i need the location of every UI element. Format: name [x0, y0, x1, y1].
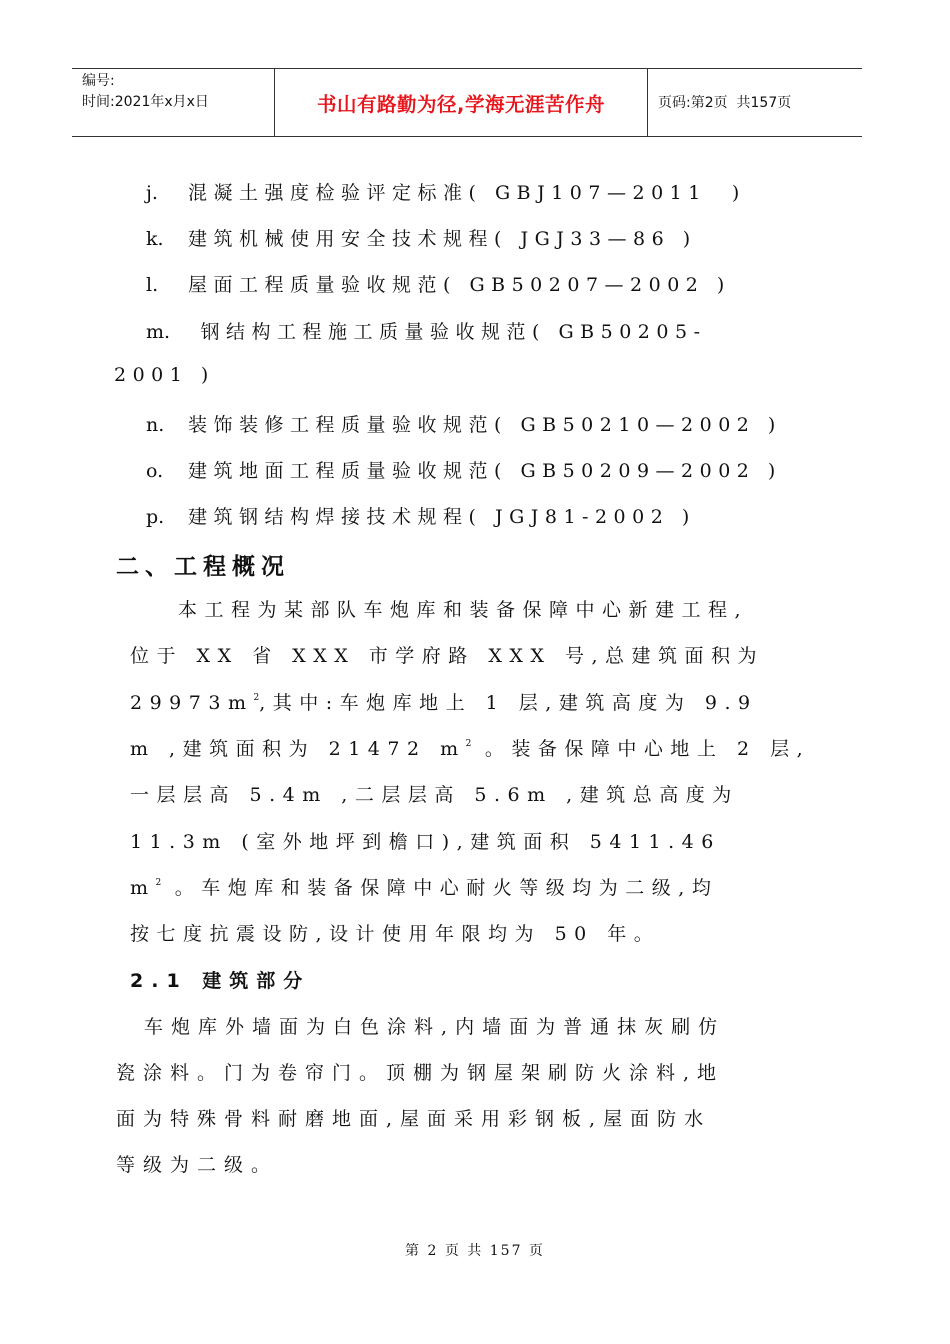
reference-continuation: 2001 ) — [114, 364, 215, 386]
header-page-info: 页码:第2页 共157页 — [658, 95, 792, 111]
superscript: 2 — [253, 693, 260, 703]
reference-text: 建筑钢结构焊接技术规程( JGJ81-2002 ) — [188, 506, 696, 528]
reference-item — [146, 410, 782, 437]
paragraph-line: 位于 XX 省 XXX 市学府路 XXX 号,总建筑面积为 — [130, 645, 764, 667]
superscript: 2 — [465, 739, 472, 749]
paragraph-line: 等级为二级。 — [116, 1154, 279, 1176]
reference-label: m. — [146, 321, 171, 343]
reference-label: l. — [146, 274, 159, 296]
header-meta — [82, 71, 209, 113]
paragraph-text: m — [130, 877, 156, 899]
reference-label: j. — [146, 182, 158, 204]
reference-text: 屋面工程质量验收规范( GB50207—2002 ) — [188, 274, 731, 296]
reference-item — [146, 224, 697, 251]
reference-label: o. — [146, 460, 164, 482]
reference-item — [146, 502, 696, 529]
reference-text: 建筑机械使用安全技术规程( JGJ33—86 ) — [188, 228, 697, 250]
paragraph-line: 11.3m (室外地坪到檐口),建筑面积 5411.46 — [130, 831, 721, 853]
paragraph-line: 按七度抗震设防,设计使用年限均为 50 年。 — [130, 923, 661, 945]
reference-item — [146, 317, 707, 344]
paragraph-line: 面为特殊骨料耐磨地面,屋面采用彩钢板,屋面防水 — [116, 1108, 712, 1130]
paragraph-line: 车炮库外墙面为白色涂料,内墙面为普通抹灰刷仿 — [130, 1016, 726, 1038]
reference-item — [146, 270, 731, 297]
reference-text: 钢结构工程施工质量验收规范( GB50205- — [188, 321, 707, 343]
reference-item — [146, 456, 782, 483]
reference-text: 装饰装修工程质量验收规范( GB50210—2002 ) — [188, 414, 782, 436]
paragraph-text: 。装备保障中心地上 2 层, — [471, 738, 811, 760]
page-footer: 第 2 页 共 157 页 — [405, 1243, 545, 1259]
time-label: 时间:2021年x月x日 — [82, 94, 209, 110]
paragraph-line: 本工程为某部队车炮库和装备保障中心新建工程, — [178, 599, 749, 621]
paragraph-line: 一层层高 5.4m ,二层层高 5.6m ,建筑总高度为 — [130, 784, 739, 806]
reference-label: p. — [146, 506, 165, 528]
reference-label: k. — [146, 228, 164, 250]
header-motto: 书山有路勤为径,学海无涯苦作舟 — [317, 92, 605, 116]
section-heading: 二、工程概况 — [116, 554, 290, 580]
area-value: 29973m — [130, 692, 254, 714]
subsection-heading: 2.1 建筑部分 — [130, 970, 311, 992]
reference-text: 混凝土强度检验评定标准( GBJ107—2011 ) — [188, 182, 746, 204]
page-header — [72, 68, 862, 137]
paragraph-text: m ,建筑面积为 21472 m — [130, 738, 466, 760]
paragraph-line — [130, 688, 758, 715]
reference-item — [146, 178, 746, 205]
header-divider — [647, 69, 648, 136]
paragraph-text: 。车炮库和装备保障中心耐火等级均为二级,均 — [161, 877, 719, 899]
paragraph-line — [130, 734, 810, 761]
paragraph-text: ,其中:车炮库地上 1 层,建筑高度为 9.9 — [259, 692, 758, 714]
paragraph-line: 瓷涂料。门为卷帘门。顶棚为钢屋架刷防火涂料,地 — [116, 1062, 725, 1084]
reference-text: 建筑地面工程质量验收规范( GB50209—2002 ) — [188, 460, 782, 482]
paragraph-line — [130, 873, 718, 900]
number-label: 编号: — [82, 73, 115, 89]
reference-label: n. — [146, 414, 165, 436]
superscript: 2 — [155, 878, 162, 888]
